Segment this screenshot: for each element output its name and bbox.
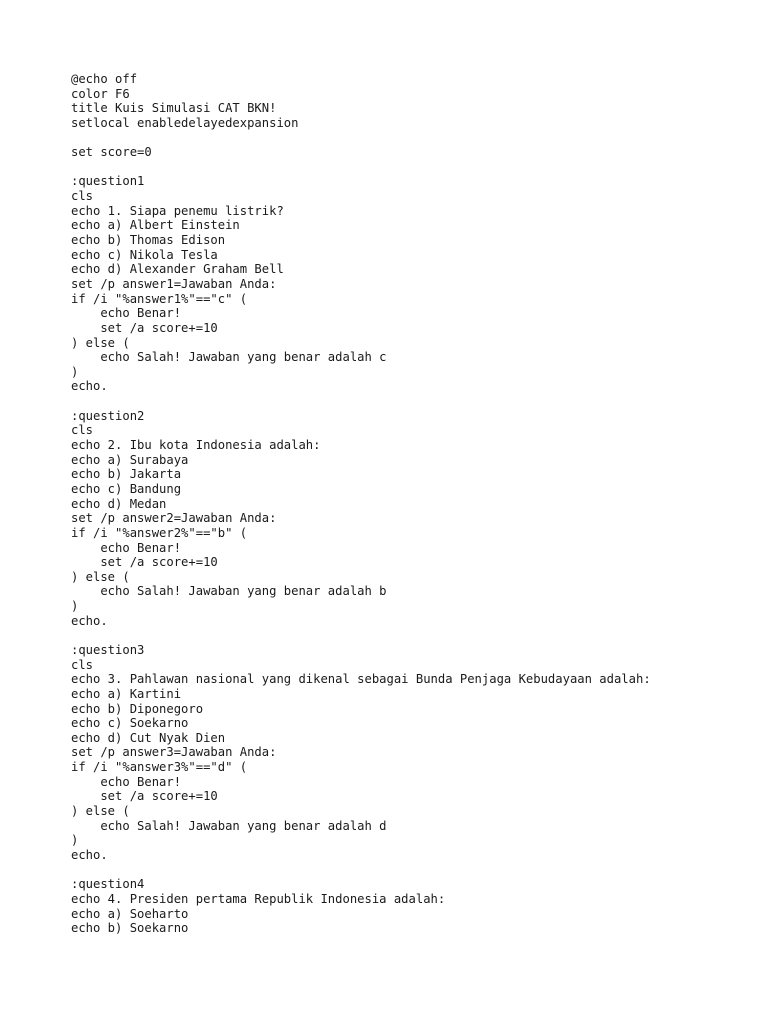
code-line: echo d) Medan [71, 496, 167, 511]
code-line: cls [71, 657, 94, 672]
code-line: echo c) Bandung [71, 481, 182, 496]
code-line: ) else ( [71, 335, 130, 350]
code-line: if /i "%answer2%"=="b" ( [71, 525, 248, 540]
code-line: cls [71, 423, 94, 438]
blank-line [71, 628, 651, 643]
code-line: echo a) Soeharto [71, 906, 189, 921]
code-line: echo b) Soekarno [71, 921, 189, 936]
code-line: echo c) Nikola Tesla [71, 247, 218, 262]
code-line: if /i "%answer1%"=="c" ( [71, 291, 248, 306]
code-line: set /a score+=10 [71, 320, 218, 335]
code-line: echo d) Cut Nyak Dien [71, 730, 226, 745]
code-line: echo 2. Ibu kota Indonesia adalah: [71, 438, 321, 453]
code-line: echo d) Alexander Graham Bell [71, 262, 284, 277]
code-line: echo Salah! Jawaban yang benar adalah d [71, 818, 387, 833]
code-line: :question2 [71, 408, 145, 423]
code-line: title Kuis Simulasi CAT BKN! [71, 101, 277, 116]
code-line: echo a) Albert Einstein [71, 218, 240, 233]
code-line: echo Benar! [71, 774, 182, 789]
code-line: echo Salah! Jawaban yang benar adalah c [71, 350, 387, 365]
code-line: @echo off [71, 72, 138, 86]
code-line: echo. [71, 613, 108, 628]
code-line: set /p answer1=Jawaban Anda: [71, 276, 277, 291]
code-line: if /i "%answer3%"=="d" ( [71, 760, 248, 775]
code-line: set /p answer3=Jawaban Anda: [71, 745, 277, 760]
blank-line [71, 160, 651, 175]
code-line: ) else ( [71, 569, 130, 584]
code-line: ) [71, 599, 79, 614]
code-line: ) [71, 364, 79, 379]
code-line: echo b) Diponegoro [71, 701, 204, 716]
code-line: echo b) Jakarta [71, 467, 182, 482]
code-line: ) else ( [71, 804, 130, 819]
code-line: echo 1. Siapa penemu listrik? [71, 203, 284, 218]
code-line: :question1 [71, 174, 145, 189]
code-line: echo Benar! [71, 306, 182, 321]
code-line: set /a score+=10 [71, 789, 218, 804]
code-line: echo a) Kartini [71, 686, 182, 701]
code-line: set /a score+=10 [71, 555, 218, 570]
blank-line [71, 863, 651, 878]
code-line: echo. [71, 847, 108, 862]
code-line: echo 4. Presiden pertama Republik Indonesia adalah: [71, 891, 446, 906]
blank-line [71, 131, 651, 146]
code-line: echo Benar! [71, 540, 182, 555]
code-line: echo a) Surabaya [71, 452, 189, 467]
code-line: :question3 [71, 642, 145, 657]
blank-line [71, 394, 651, 409]
code-line: echo. [71, 379, 108, 394]
code-line: echo Salah! Jawaban yang benar adalah b [71, 584, 387, 599]
code-line: ) [71, 833, 79, 848]
code-line: set /p answer2=Jawaban Anda: [71, 511, 277, 526]
code-line: cls [71, 189, 94, 204]
code-line: setlocal enabledelayedexpansion [71, 115, 299, 130]
batch-script-code [71, 72, 651, 936]
code-line: set score=0 [71, 145, 152, 160]
code-line: echo b) Thomas Edison [71, 233, 226, 248]
code-line: color F6 [71, 86, 130, 101]
code-line: echo c) Soekarno [71, 716, 189, 731]
code-line: echo 3. Pahlawan nasional yang dikenal sebagai Bunda Penjaga Kebudayaan adalah: [71, 672, 651, 687]
code-line: :question4 [71, 877, 145, 892]
